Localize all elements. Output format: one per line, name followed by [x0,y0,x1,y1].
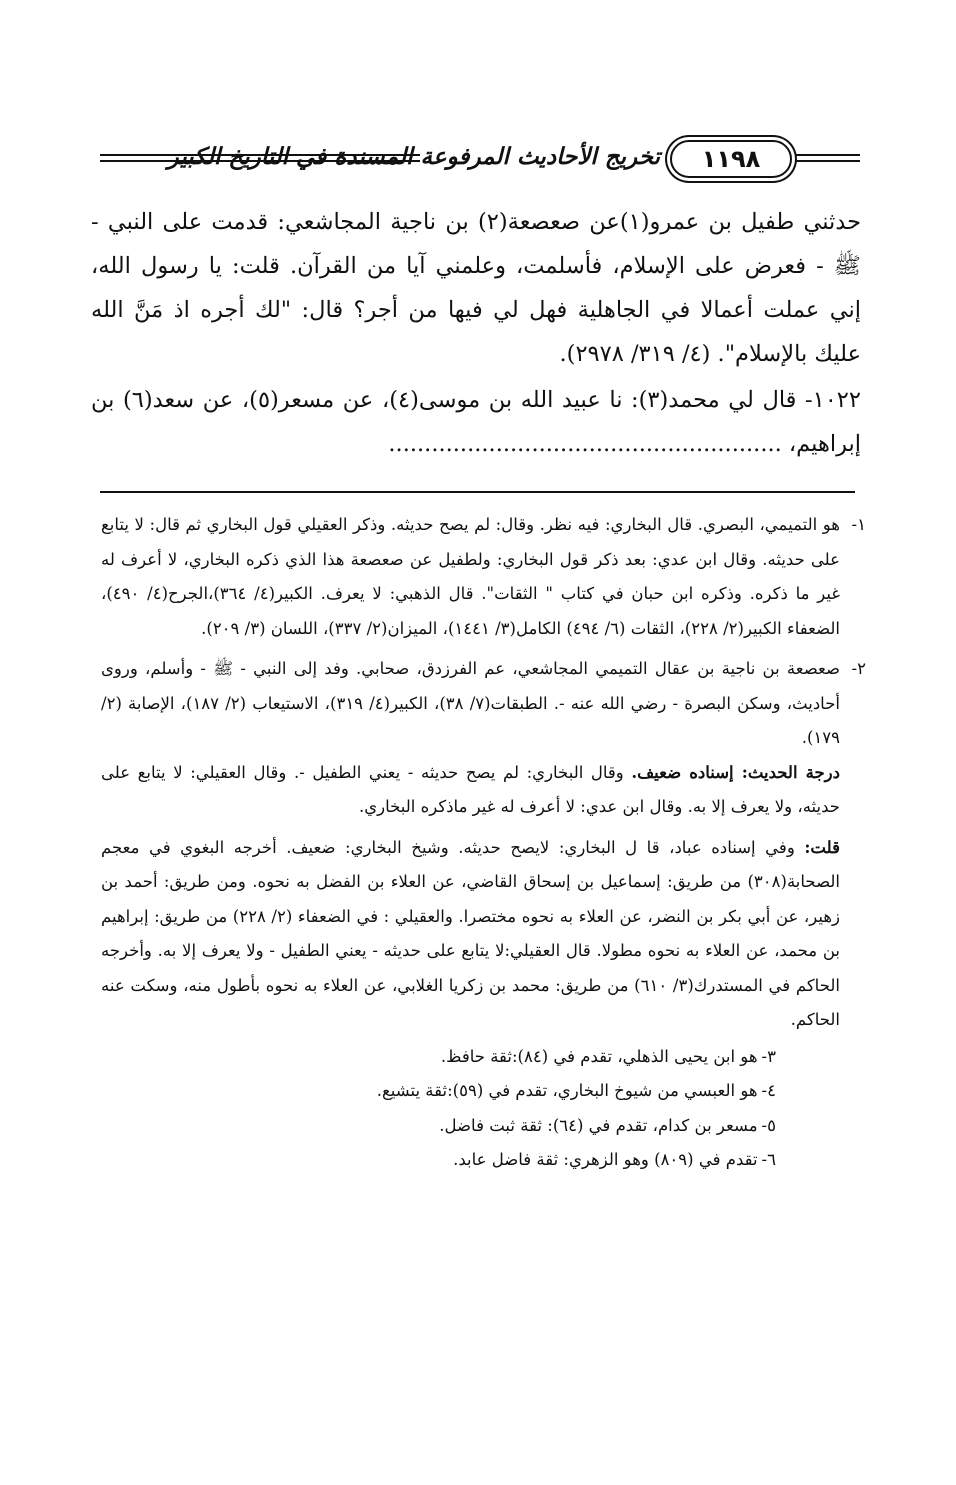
footnote-number: ٥- [761,1115,776,1135]
footnote-number: ٣- [761,1046,776,1066]
footnote-number: ١- [851,515,866,534]
footnote-6 [101,1143,776,1178]
footnote-text: صعصعة بن ناجية بن عقال التميمي المجاشعي، عم الفرزدق، صحابي. وفد إلى النبي - ﷺ - وأسلم، وروى أحاديث، وسكن البصرة - رضي الله عنه -. الطبقات(٧/ ٣٨)، الكبير(٤/ ٣١٩)، الاستيعاب (٢/ ١٨٧)، الإصابة (٢/ ١٧٩). [101,659,840,747]
footnote-number: ٦- [761,1150,776,1169]
grade-text: وقال البخاري: لم يصح حديثه - يعني الطفيل -. وقال العقيلي: لا يتابع على حديثه، ولا يعرف إلا به. وقال ابن عدي: لا أعرف له غير ماذكره البخاري. [101,762,840,816]
footnote-text: تقدم في (٨٠٩) وهو الزهري: ثقة فاضل عابد. [453,1150,758,1169]
comment-label: قلت: [804,837,840,857]
footnote-number: ٢- [851,659,866,678]
footnote-text: هو العبسي من شيوخ البخاري، تقدم في (٥٩):ثقة يتشيع. [376,1081,758,1100]
footnotes [101,508,866,1178]
running-title: تخريج الأحاديث المرفوعة المسندة في التاريخ الكبير [167,144,660,170]
footnote-text: مسعر بن كدام، تقدم في (٦٤): ثقة ثبت فاضل. [439,1115,758,1135]
footnote-3 [101,1040,776,1075]
footnote-number: ٤- [761,1081,776,1100]
footnote-2 [101,652,866,756]
header-rule [790,154,860,156]
main-text [91,200,861,466]
header-rule [790,160,860,162]
footnote-text: هو التميمي، البصري. قال البخاري: فيه نظر. وقال: لم يصح حديثه. وذكر العقيلي قول البخاري ثم قال: لا يتابع على حديثه. وقال ابن عدي: بعد ذكر قول البخاري: ولطفيل عن صعصعة هذا الذي ذكره البخاري، لا أعرف له غير ما ذكره. وذكره ابن حبان في كتاب " الثقات". قال الذهبي: لا يعرف. الكبير(٤/ ٣٦٤)،الجرح(٤/ ٤٩٠)، الضعفاء الكبير(٢/ ٢٢٨)، الثقات (٦/ ٤٩٤) الكامل(٣/ ١٤٤١)، الميزان(٢/ ٣٣٧)، اللسان (٣/ ٢٠٩). [101,515,840,638]
footnote-1 [101,508,866,646]
footnote-4 [101,1074,776,1109]
short-footnotes [101,1040,866,1178]
hadith-1022: ١٠٢٢- قال لي محمد(٣): نا عبيد الله بن موسى(٤)، عن مسعر(٥)، عن سعد(٦) بن إبراهيم، ....................................................... [91,387,861,457]
author-comment [101,831,866,1038]
page-number-badge: ١١٩٨ [670,140,792,178]
comment-text: وفي إسناده عباد، قا ل البخاري: لايصح حديثه. وشيخ البخاري: ضعيف. أخرجه البغوي في معجم الصحابة(٣٠٨) من طريق: إسماعيل بن إسحاق القاضي، عن العلاء بن الفضل به نحوه. ومن طريق: أحمد بن زهير، عن أبي بكر بن النضر، عن العلاء به نحوه مختصرا. والعقيلي : في الضعفاء (٢/ ٢٢٨) من طريق: إبراهيم بن محمد، عن العلاء به نحوه مطولا. قال العقيلي:لا يتابع على حديثه - يعني الطفيل - ولا يعرف إلا به. وأخرجه الحاكم في المستدرك(٣/ ٦١٠) من طريق: محمد بن زكريا الغلابي، عن العلاء به نحوه بأطول منه، وسكت عنه الحاكم. [101,837,840,1029]
hadith-continuation: حدثني طفيل بن عمرو(١)عن صعصعة(٢) بن ناجية المجاشعي: قدمت على النبي - ﷺ - فعرض على الإسلام، فأسلمت، وعلمني آيا من القرآن. قلت: يا رسول الله، إني عملت أعمالا في الجاهلية فهل لي فيها من أجر؟ قال: "لك أجره اذ مَنَّ الله عليك بالإسلام". (٤/ ٣١٩/ ٢٩٧٨). [91,209,862,367]
footnote-text: هو ابن يحيى الذهلي، تقدم في (٨٤):ثقة حافظ. [440,1046,758,1066]
hadith-grade [101,756,866,825]
page-header [100,138,860,186]
grade-label: درجة الحديث: إسناده ضعيف. [631,762,840,782]
footnote-5 [101,1109,776,1144]
footnote-separator [100,491,855,493]
